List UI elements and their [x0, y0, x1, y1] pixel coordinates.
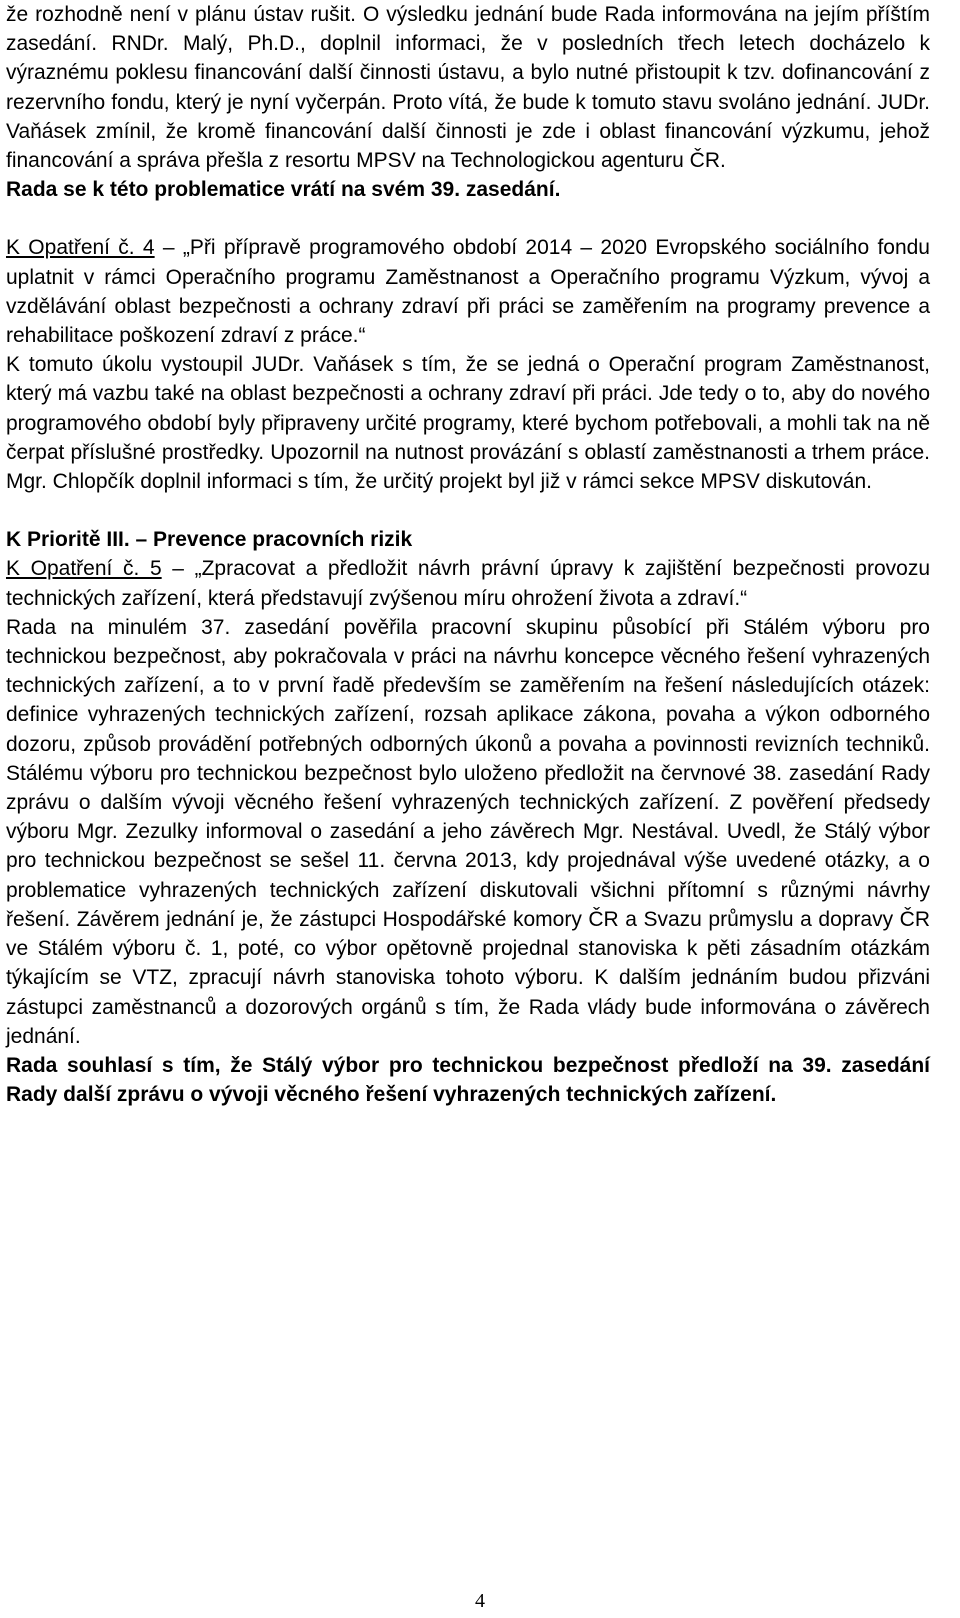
measure-5-discussion: Rada na minulém 37. zasedání pověřila pracovní skupinu působící při Stálém výboru pro technickou bezpečnost, aby pokračovala v práci na návrhu koncepce věcného řešení vyhrazených technických zařízení, a to v první řadě především se zaměřením na řešení následujících otázek: definice vyhrazených technických zařízení, rozsah aplikace zákona, povaha a výkon odborného dozoru, způsob provádění potřebných odborných úkonů a povaha a povinnosti revizních techniků. Stálému výboru pro technickou bezpečnost bylo uloženo předložit na červnové 38. zasedání Rady zprávu o dalším vývoji věcného řešení vyhrazených technických zařízení. Z pověření předsedy výboru Mgr. Zezulky informoval o zasedání a jeho závěrech Mgr. Nestával. Uvedl, že Stálý výbor pro technickou bezpečnost se sešel 11. června 2013, kdy projednával výše uvedené otázky, a o problematice vyhrazených technických zařízení diskutovali všichni přítomní s různými návrhy řešení. Závěrem jednání je, že zástupci Hospodářské komory ČR a Svazu průmyslu a dopravy ČR ve Stálém výboru č. 1, poté, co výbor opětovně projednal stanoviska k pěti zásadním otázkám týkajícím se VTZ, zpracují návrh stanoviska tohoto výboru. K dalším jednáním budou přizváni zástupci zaměstnanců a dozorových orgánů s tím, že Rada vlády bude informována o závěrech jednání.	[6, 615, 930, 1048]
council-conclusion-institute: Rada se k této problematice vrátí na svém 39. zasedání.	[6, 178, 561, 202]
measure-5-reference: K Opatření č. 5	[6, 557, 162, 581]
measure-5-paragraph	[6, 554, 930, 612]
document-page	[6, 0, 930, 1109]
paragraph-spacer	[6, 204, 930, 233]
paragraph-spacer	[6, 496, 930, 525]
measure-4-text: – „Při přípravě programového období 2014 – 2020 Evropského sociálního fondu uplatnit v rámci Operačního programu Zaměstnanost a Operačního programu Výzkum, vývoj a vzdělávání oblast bezpečnosti a ochrany zdraví při práci se zaměřením na programy prevence a rehabilitace poškození zdraví z práce.“	[6, 236, 930, 348]
measure-4-discussion: K tomuto úkolu vystoupil JUDr. Vaňásek s tím, že se jedná o Operační program Zaměstnanost, který má vazbu také na oblast bezpečnosti a ochrany zdraví při práci. Jde tedy o to, aby do nového programového období byly připraveny určité programy, které bychom potřebovali, a mohli tak na ně čerpat příslušné prostředky. Upozornil na nutnost provázání s oblastí zaměstnanosti a trhem práce. Mgr. Chlopčík doplnil informaci s tím, že určitý projekt byl již v rámci sekce MPSV diskutován.	[6, 353, 930, 494]
measure-4-paragraph	[6, 233, 930, 350]
paragraph-institute-funding: že rozhodně není v plánu ústav rušit. O výsledku jednání bude Rada informována na jejím příštím zasedání. RNDr. Malý, Ph.D., doplnil informaci, že v posledních třech letech docházelo k výraznému poklesu financování další činnosti ústavu, a bylo nutné přistoupit k tzv. dofinancování z rezervního fondu, který je nyní vyčerpán. Proto vítá, že bude k tomuto stavu svoláno jednání. JUDr. Vaňásek zmínil, že kromě financování další činnosti je zde i oblast financování výzkumu, jehož financování a správa přešla z resortu MPSV na Technologickou agenturu ČR.	[6, 3, 930, 173]
council-conclusion-vtz: Rada souhlasí s tím, že Stálý výbor pro technickou bezpečnost předloží na 39. zasedání Rady další zprávu o vývoji věcného řešení vyhrazených technických zařízení.	[6, 1053, 930, 1107]
page-number: 4	[475, 1590, 485, 1612]
measure-5-text: – „Zpracovat a předložit návrh právní úpravy k zajištění bezpečnosti provozu technických zařízení, která představují zvýšenou míru ohrožení života a zdraví.“	[6, 557, 930, 610]
priority-heading: K Prioritě III. – Prevence pracovních rizik	[6, 528, 413, 552]
measure-4-reference: K Opatření č. 4	[6, 236, 155, 260]
